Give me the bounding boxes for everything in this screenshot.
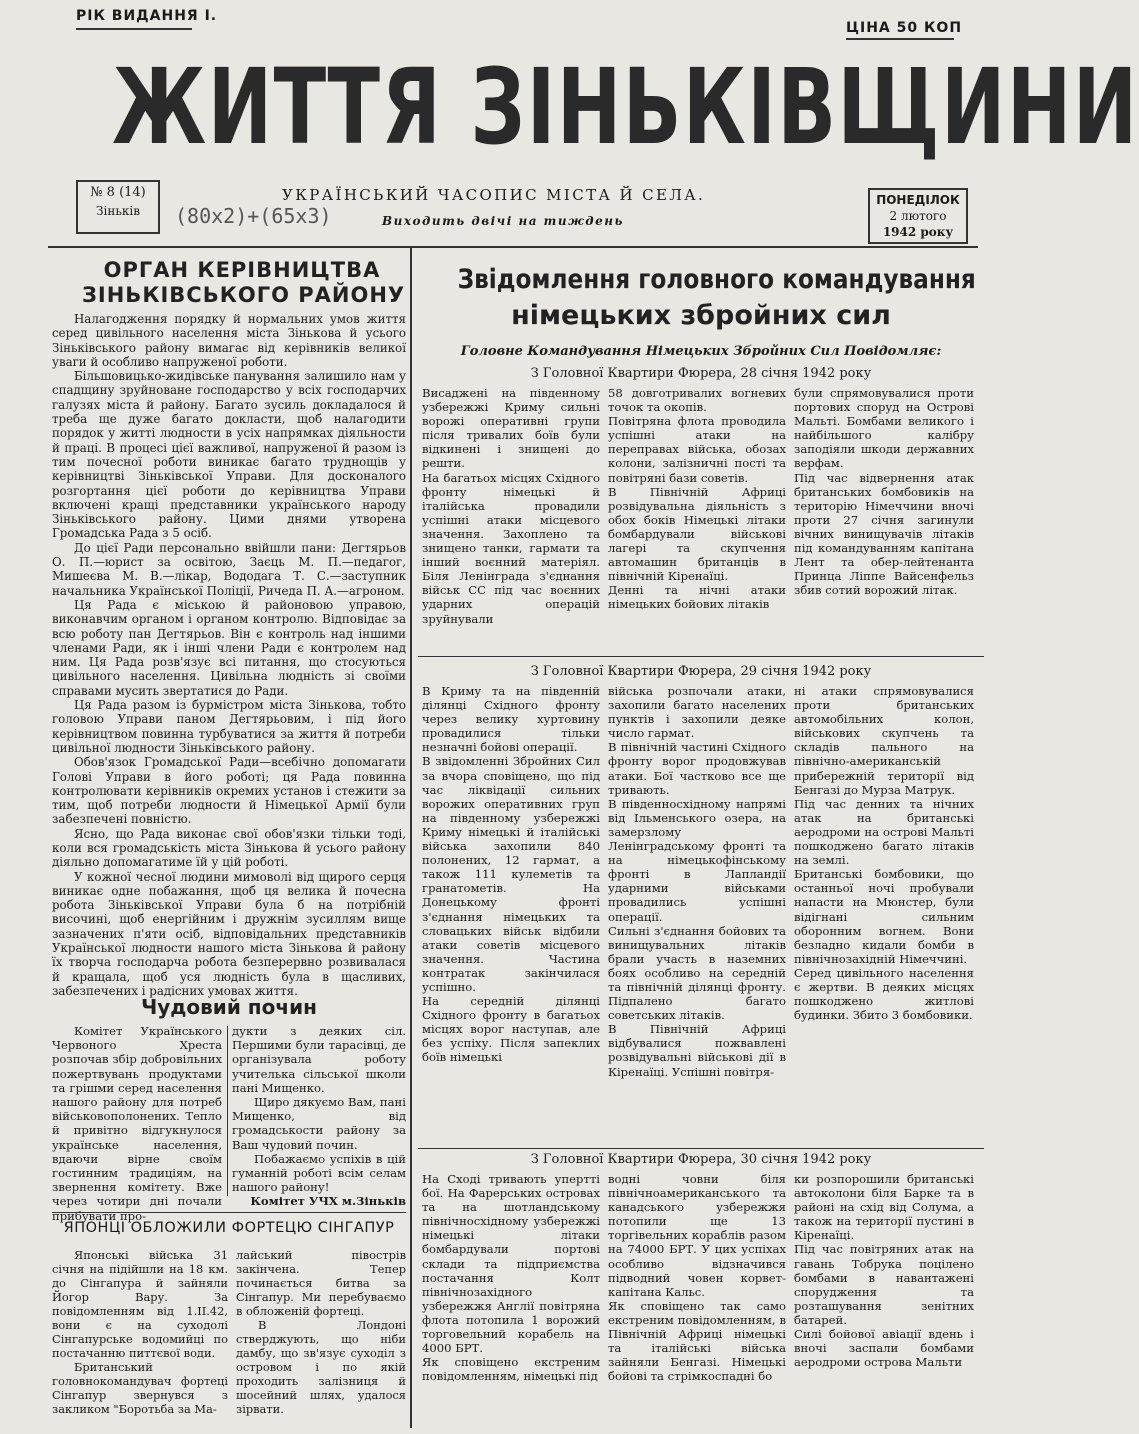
handwritten-note: (80х2)+(65х3) — [175, 204, 332, 228]
article1-paragraph: Ясно, що Рада виконає свої обов'язки тільки тоді, коли вся громадськість міста Зінькова й усього району діяльно допомагатиме їй у цій роботі. — [52, 826, 406, 870]
article2-left — [52, 1024, 222, 1223]
article1-paragraph: Більшовицько-жидівське панування залишило нам у спадщину зруйноване господарство у всіх господарчих галузях міста й району. Багато зусиль докладалося й треба ще дуже багато докласти, щоб налагодити порядок у житті людности в усіх напрямках діяльности й праці. В процесі цієї важливої, напруженої й разом із тим почесної роботи виникає багато труднощів у керівництві Зіньківської Управи. Для досконалого розгортання цієї роботи до керівництва Управи включені кращі представники українського народу Зіньківського району. Цими днями утворена Громадська Рада з 5 осіб. — [52, 369, 406, 541]
article2-signature: Комітет УЧХ м.Зіньків — [250, 1194, 406, 1209]
article3-title: ЯПОНЦІ ОБЛОЖИЛИ ФОРТЕЦЮ СІНГАПУР — [63, 1220, 395, 1236]
price: ЦІНА 50 КОП — [846, 20, 963, 36]
section2-title: З Головної Квартири Фюрера, 29 січня 1942 року — [530, 664, 872, 679]
article2-divider — [227, 1026, 228, 1196]
column-divider — [410, 248, 412, 1428]
article2-right — [232, 1024, 406, 1209]
article2-left-paragraph: Комітет Українського Червоного Хреста розпочав збір добровільних пожертвувань продуктами та грішми серед населення нашого району для потреб військовополонених. Тепло й привітно відгукнулося українське населення, вдаючи вірне своїм гостинним традиціям, на звернення комітету. Вже через чотири дні почали прибувати про- — [52, 1024, 222, 1223]
article2-right-paragraph: дукти з деяких сіл. Першими були тарасівці, де організувала роботу учителька сільської школи пані Мищенко. — [232, 1024, 406, 1095]
issue-number: № 8 (14) — [90, 185, 146, 200]
article2-title: Чудовий почин — [141, 995, 317, 1019]
article4-title-line1: Звідомлення головного командування — [457, 264, 976, 295]
header-rule — [48, 246, 978, 248]
issue-place: Зіньків — [96, 204, 140, 218]
section1-col3: були спрямовувалися проти портових споруд на Острові Мальті. Бомбами великого і найбільшого калібру заподіяли шкоди державних верфам. Під час відвернення атак британських бомбовиків на територію Німеччини вночі проти 27 січня загинули вічних винищувачів літаків під командуванням капітана Лент та обер-лейтенанта Принца Ліппе Вайсенфельз збив сотий ворожий літак. — [794, 386, 974, 598]
article2-right-paragraph: Щиро дякуємо Вам, пані Мищенко, від громадськости району за Ваш чудовий почин. — [232, 1095, 406, 1152]
article1-title-line1: ОРГАН КЕРІВНИЦТВА — [103, 258, 381, 282]
article3-right — [236, 1248, 406, 1416]
article1-paragraph: Налагодження порядку й нормальних умов життя серед цивільного населення міста Зінькова й усього Зіньківського району вимагає від керівників великої уваги й особливо напруженої роботи. — [52, 312, 406, 369]
section3-col2: водні човни біля північноамериканського та канадського узбережжя потопили ще 13 торгівельних кораблів разом на 74000 БРТ. У цих успіхах особливо відзначився підводний човен корвет-капітана Кальс. Як сповіщено так само екстреним повідомленням, в Північній Африці німецькі та італійські війська зайняли Бенгазі. Німецькі бойові та стрімкоспадні бо — [608, 1172, 786, 1384]
subtitle: УКРАЇНСЬКИЙ ЧАСОПИС МІСТА Й СЕЛА. — [282, 186, 706, 204]
masthead-title: ЖИТТЯ ЗІНЬКІВЩИНИ — [112, 46, 1139, 168]
publication-year: РІК ВИДАННЯ І. — [76, 8, 218, 24]
section3-col1: На Сході тривають упертті бої. На Фарерських островах та на шотландському північносхідному узбережжі німецькі літаки бомбардували портові склади та підприємства постачання Колт північнозахідного узбережжя Англії повітряна флота потопила 1 ворожий торговельний корабель на 4000 БРТ. Як сповіщено екстреним повідомленням, німецькі під — [422, 1172, 600, 1384]
article1-body — [52, 312, 406, 998]
section2-col1: В Криму та на південній ділянці Східного фронту через велику хуртовину провадилися тільки незначні бойові операції. В звідомленні Збройних Сил за вчора сповіщено, що під час ліквідації сильних ворожих оперативних груп на південному узбережжі Криму німецькі й італійські війська захопили 840 полонених, 12 гармат, а також 111 кулеметів та гранатометів. На Донецькому фронті з'єднання німецьких та словацьких військ відбили атаки советів місцевого значення. Частина контратак закінчилася успішно. На середній ділянці Східного фронту в багатьох місцях ворог наступав, але без успіху. Після запеклих боїв німецькі — [422, 684, 600, 1065]
year-underline — [76, 28, 192, 30]
article4-subtitle: Головне Командування Німецьких Збройних Сил Повідомляє: — [460, 344, 942, 359]
price-underline — [846, 38, 954, 40]
article4-title — [418, 262, 984, 334]
article3-paragraph: лайський півострів закінчена. Тепер починається битва за Сінгапур. Ми перебуваємо в обложеній фортеці. — [236, 1248, 406, 1318]
article3-paragraph: В Лондоні стверджують, що ніби дамбу, що зв'язує суходіл з островом і по якій проходить залізниця й шосейний шлях, удалося зірвати. — [236, 1318, 406, 1416]
article1-paragraph: Ця Рада разом із бурмістром міста Зінькова, тобто головою Управи паном Дегтярьовим, і під його керівництвом повинна турбуватися за життя й потреби цивільної людности Зіньківського району. — [52, 698, 406, 755]
article2-right-paragraph: Побажаємо успіхів в цій гуманній роботі всім селам нашого району! — [232, 1151, 406, 1195]
article3-top-rule — [52, 1212, 406, 1213]
article1-paragraph: Ця Рада є міською й районовою управою, виконавчим органом і органом контролю. Відповідає за всю роботу пан Дегтярьов. Він є контроль над іншими членами Ради, як і інші члени Ради є контролем над ним. Ця Рада розв'язує всі питання, що стосуються цивільного населення. Цивільна людність зі своїми справами мусить звертатися до Ради. — [52, 597, 406, 698]
article3-paragraph: Британський головнокомандувач фортеці Сінгапур звернувся з закликом "Боротьба за Ма- — [52, 1360, 228, 1416]
article3-paragraph: Японські війська 31 січня на підійшли на 18 км. до Сінгапура й зайняли Йогор Вару. За повідомленням від 1.ІІ.42, вони є на суходолі Сінгапурське водомийці по постачанню питтєвої води. — [52, 1248, 228, 1360]
frequency: Виходить двічі на тиждень — [382, 214, 624, 228]
weekday: ПОНЕДІЛОК — [876, 193, 960, 207]
section2-rule — [418, 656, 984, 657]
article1-paragraph: Обов'язок Громадської Ради—всебічно допомагати Голові Управи в його роботі; ця Рада повинна контролювати керівників окремих установ і стежити за тим, щоб потреби людности й Німецької Армії були забезпечені повністю. — [52, 755, 406, 827]
section2-col2: війська розпочали атаки, захопили багато населених пунктів і захопили деяке число гармат. В північній частині Східного фронту ворог продовжував атаки. Бої частково все ще тривають. В південносхідному напрямі від Ільменського озера, на замерзлому Ленінградському фронті та на німецькофінському фронті в Лапландії ударними військами провадились успішні операції. Сильні з'єднання бойових та винищувальних літаків брали участь в наземних боях особливо на середній та північній ділянці фронту. Підпалено багато советських літаків. В Північній Африці відбувалися пожвавлені розвідувальні військові дії в Кіренаїці. Успішні повітря- — [608, 684, 786, 1079]
issue-box — [76, 180, 160, 234]
article4-title-line2: німецьких збройних сил — [511, 300, 891, 331]
section3-rule — [418, 1148, 984, 1149]
section1-col1: Висаджені на південному узбережжі Криму сильні ворожі оперативні групи після тривалих боїв були відкинені і знищені до решти. На багатьох місцях Східного фронту німецькі й італійська провадили успішні атаки місцевого значення. Захоплено та знищено танки, гармати та інший воєнний матеріял. Біля Ленінграда з'єднання військ СС під час воєнних ударних операцій зруйнували — [422, 386, 600, 626]
section3-title: З Головної Квартири Фюрера, 30 січня 1942 року — [530, 1152, 872, 1167]
section3-col3: ки розпорошили британські автоколони біля Барке та в районі на схід від Солума, а також на території пустині в Кіренаїці. Під час повітряних атак на гавань Тобрука поцілено бомбами в навантажені спорудження та розташування зенітних батарей. Силі бойової авіації вдень і вночі заспали бомбами аеродроми острова Мальти — [794, 1172, 974, 1370]
article1-paragraph: До цієї Ради персонально ввійшли пани: Дегтярьов О. П.—юрист за освітою, Заєць М. П.—педагог, Мишеєва М. В.—лікар, Вододага Т. С.—заступник начальника Української Поліції, Ричеда П. А.—агроном. — [52, 540, 406, 598]
article1-title-line2: ЗІНЬКІВСЬКОГО РАЙОНУ — [82, 283, 406, 307]
article1-paragraph: У кожної чесної людини мимоволі від щирого серця виникає одне побажання, щоб ця велика й почесна робота Зіньківської Управи була б на потрібній височині, щоб енергійним і дружнім зусиллям вище зазначених п'яти осіб, відповідальних представників Української людности нашого міста Зінькова й району їх творча господарча робота безперервно розвивалася й кращала, щоб уся людність була в щасливих, забезпечених і радісних умовах життя. — [52, 869, 406, 998]
date: 2 лютого — [889, 209, 947, 223]
section2-col3: ні атаки спрямовувалися проти британських автомобільних колон, військових скупчень та складів пального на північно-американській прибережній території від Бенгазі до Мурза Матрук. Під час денних та нічних атак на британські аеродроми на острові Мальті пошкоджено багато літаків на землі. Британські бомбовики, що останньої ночі пробували напасти на Мюнстер, були відігнані сильним оборонним вогнем. Вони безладно кидали бомби в північнозахідній Німеччині. Серед цивільного населення є жертви. В деяких місцях пошкоджено житлові будинки. Збито 3 бомбовики. — [794, 684, 974, 1023]
section1-col2: 58 довготривалих вогневих точок та окопів. Повітряна флота проводила успішні атаки на переправах війська, обозах колони, залізничні пості та повітряні бази советів. В Північній Африці розвідувальна діяльність з обох боків Німецькі літаки бомбардували військові лагері та скупчення автомашин британців в північній Кіренаїці. Денні та нічні атаки німецьких бойових літаків — [608, 386, 786, 612]
section1-title: З Головної Квартири Фюрера, 28 січня 1942 року — [530, 366, 872, 381]
article3-left — [52, 1248, 228, 1416]
article1-title — [82, 258, 406, 308]
date-year: 1942 року — [882, 225, 954, 239]
date-box — [868, 188, 968, 244]
